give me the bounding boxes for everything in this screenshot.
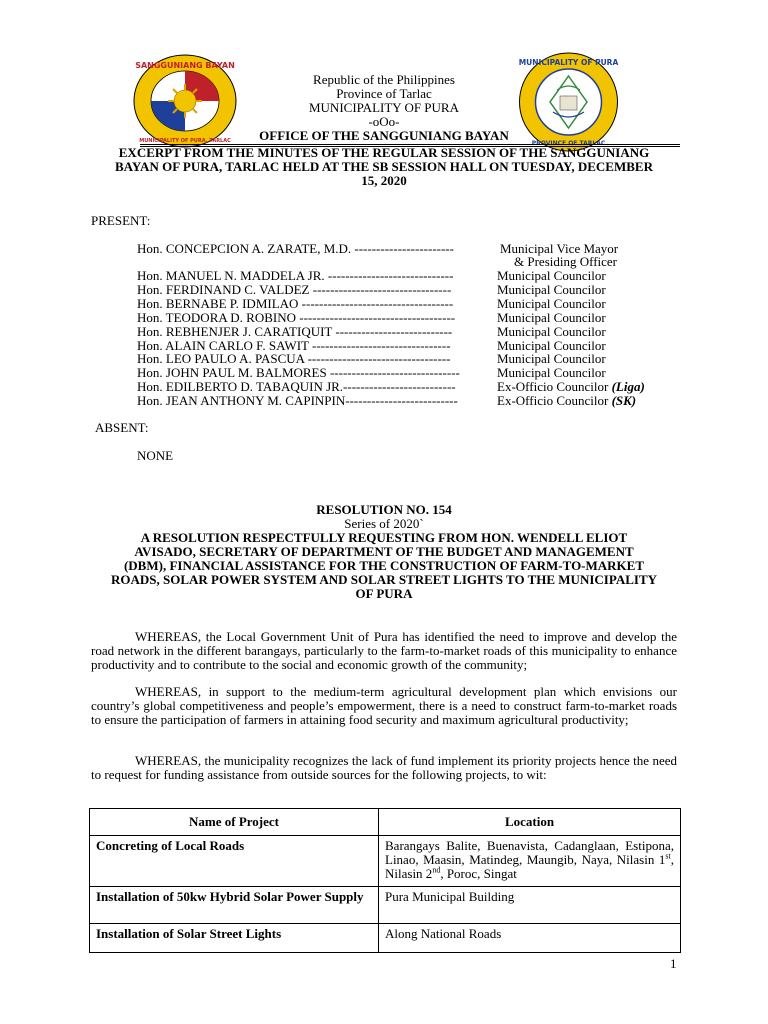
location-text: Barangays Balite, Buenavista, Cadanglaan, Estipona, Linao, Maasin, Matindeg, Maungib, Naya, Nilasin 1 — [385, 838, 674, 867]
project-name: Installation of Solar Street Lights — [90, 924, 379, 953]
column-header-location: Location — [379, 809, 681, 836]
page-number: 1 — [670, 956, 677, 971]
ordinal-suffix: nd — [432, 865, 441, 875]
member-name: Hon. LEO PAULO A. PASCUA --------------------------------- — [137, 351, 451, 366]
position-text: Ex-Officio Councilor — [497, 393, 609, 408]
member-position: Municipal Councilor — [497, 365, 606, 380]
member-name: Hon. REBHENJER J. CARATIQUIT --------------------------- — [137, 324, 453, 339]
header-province: Province of Tarlac — [336, 86, 432, 101]
table-row — [90, 836, 681, 887]
paragraph-text: WHEREAS, in support to the medium-term agricultural development plan which envisions our country’s global competitiveness and people’s empowerment, there is a need to construct farm-to-market roads to ensure the participation of farmers in attaining food security and maximum agricultural productivity; — [91, 684, 677, 727]
member-position — [497, 394, 636, 408]
member-position: Municipal Councilor — [497, 338, 606, 353]
member-position: Municipal Councilor — [497, 296, 606, 311]
member-name: Hon. MANUEL N. MADDELA JR. ----------------------------- — [137, 268, 454, 283]
seal-ring-text: SANGGUNIANG BAYAN — [135, 61, 235, 70]
table-row — [90, 887, 681, 924]
member-name: Hon. BERNABE P. IDMILAO ----------------------------------- — [137, 296, 454, 311]
whereas-paragraph — [91, 630, 677, 672]
resolution-series: Series of 2020` — [344, 516, 424, 531]
resolution-title-line: OF PURA — [355, 586, 413, 601]
member-name: Hon. TEODORA D. ROBINO ------------------------------------ — [137, 310, 456, 325]
position-tag: (SK) — [611, 393, 637, 408]
resolution-number: RESOLUTION NO. 154 — [316, 502, 452, 517]
member-position-2: & Presiding Officer — [514, 254, 618, 269]
member-position: Municipal Councilor — [497, 324, 606, 339]
whereas-paragraph — [91, 754, 677, 782]
member-position: Municipal Councilor — [497, 282, 606, 297]
absent-label: ABSENT: — [95, 420, 149, 435]
project-location — [379, 836, 681, 887]
project-name: Concreting of Local Roads — [90, 836, 379, 887]
member-name: Hon. JOHN PAUL M. BALMORES ------------------------------ — [137, 365, 460, 380]
project-name: Installation of 50kw Hybrid Solar Power Supply — [90, 887, 379, 924]
table-header-row — [90, 809, 681, 836]
paragraph-text: WHEREAS, the municipality recognizes the lack of fund implement its priority projects hence the need to request for funding assistance from outside sources for the following projects, to wit: — [91, 753, 677, 782]
position-tag: (Liga) — [611, 379, 645, 394]
office-title: OFFICE OF THE SANGGUNIANG BAYAN — [259, 128, 509, 143]
member-position — [497, 380, 645, 394]
absent-value: NONE — [137, 448, 174, 463]
member-position: Municipal Councilor — [497, 268, 606, 283]
ordinal-suffix: st — [665, 851, 671, 861]
location-text: , Poroc, Singat — [440, 866, 517, 881]
member-name: Hon. FERDINAND C. VALDEZ -------------------------------- — [137, 282, 452, 297]
resolution-title-line: ROADS, SOLAR POWER SYSTEM AND SOLAR STREET LIGHTS TO THE MUNICIPALITY — [110, 572, 657, 587]
paragraph-text: WHEREAS, the Local Government Unit of Pura has identified the need to improve and develop the road network in the different barangays, particularly to the farm-to-market roads of this municipality to enhance productivity and to contribute to the social and economic growth of the community; — [91, 629, 677, 672]
excerpt-line-2: BAYAN OF PURA, TARLAC HELD AT THE SB SESSION HALL ON TUESDAY, DECEMBER — [115, 159, 653, 174]
seal-bottom-text: PROVINCE OF TARLAC — [531, 140, 606, 147]
excerpt-line-3: 15, 2020 — [361, 173, 407, 188]
column-header-project: Name of Project — [90, 809, 379, 836]
member-name: Hon. EDILBERTO D. TABAQUIN JR.-------------------------- — [137, 379, 456, 394]
excerpt-line-1: EXCERPT FROM THE MINUTES OF THE REGULAR SESSION OF THE SANGGUNIANG — [118, 145, 650, 160]
whereas-paragraph — [91, 685, 677, 727]
location-text: , Nilasin 2 — [385, 852, 674, 881]
member-position: Municipal Councilor — [497, 351, 606, 366]
seal-ring-text: MUNICIPALITY OF PURA — [518, 58, 619, 67]
resolution-title-line: A RESOLUTION RESPECTFULLY REQUESTING FROM HON. WENDELL ELIOT — [140, 530, 628, 545]
seal-bottom-text: MUNICIPALITY OF PURA, TARLAC — [139, 138, 231, 144]
header-divider-text: -oOo- — [368, 114, 400, 129]
resolution-title-line: AVISADO, SECRETARY OF DEPARTMENT OF THE BUDGET AND MANAGEMENT — [134, 544, 634, 559]
projects-table — [89, 808, 681, 953]
member-name: Hon. JEAN ANTHONY M. CAPINPIN-------------------------- — [137, 393, 458, 408]
present-label: PRESENT: — [91, 213, 151, 228]
member-position: Municipal Councilor — [497, 310, 606, 325]
member-name: Hon. CONCEPCION A. ZARATE, M.D. ----------------------- — [137, 241, 454, 256]
project-location: Along National Roads — [379, 924, 681, 953]
position-text: Ex-Officio Councilor — [497, 379, 609, 394]
table-row — [90, 924, 681, 953]
member-position: Municipal Vice Mayor — [500, 241, 619, 256]
resolution-title-line: (DBM), FINANCIAL ASSISTANCE FOR THE CONSTRUCTION OF FARM-TO-MARKET — [123, 558, 645, 573]
project-location: Pura Municipal Building — [379, 887, 681, 924]
header-municipality: MUNICIPALITY OF PURA — [308, 100, 459, 115]
member-name: Hon. ALAIN CARLO F. SAWIT -------------------------------- — [137, 338, 451, 353]
header-republic: Republic of the Philippines — [313, 72, 455, 87]
